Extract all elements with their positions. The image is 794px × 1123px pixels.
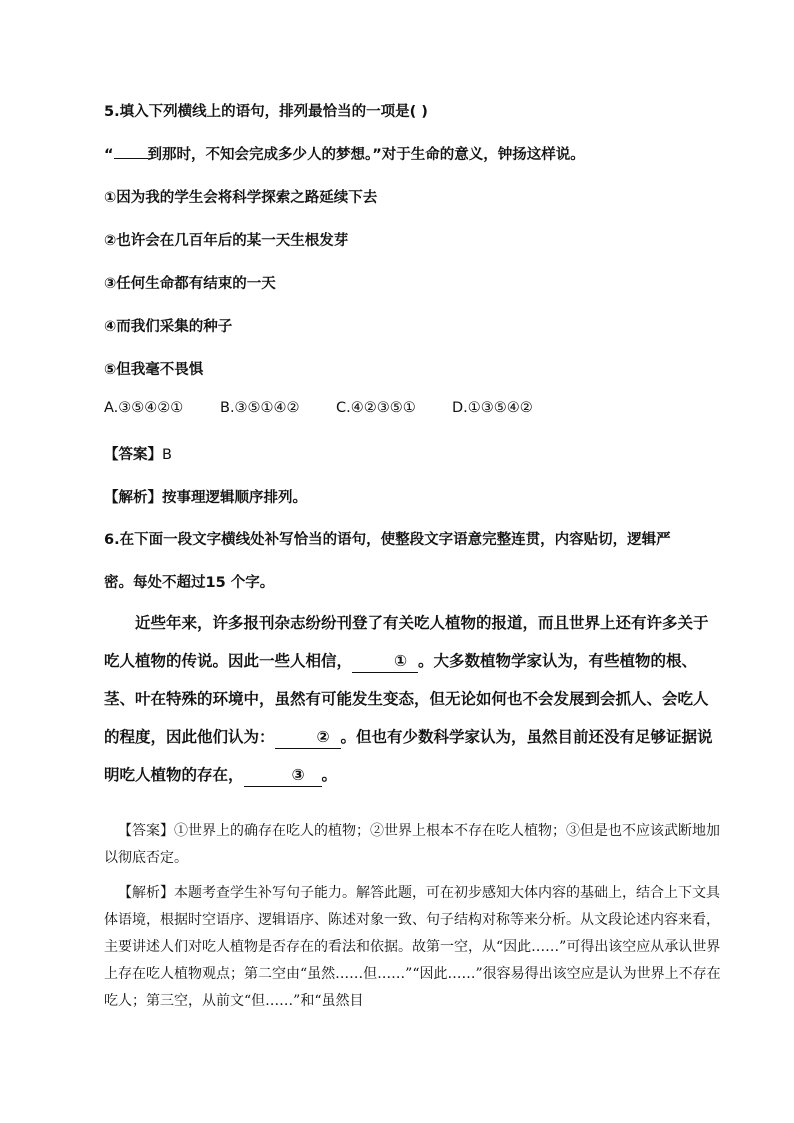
question-5-item-3: ③任何生命都有结束的一天	[104, 276, 276, 292]
question-6-answer: 【答案】①世界上的确存在吃人的植物；②世界上根本不存在吃人植物；③但是也不应该武断地加以彻底否定。	[104, 823, 720, 866]
quote-open: “	[104, 147, 114, 163]
question-5-answer	[104, 443, 172, 464]
question-6-passage	[104, 604, 722, 794]
question-5-analysis: 【解析】按事理逻辑顺序排列。	[104, 490, 307, 506]
blank-2: ②	[275, 726, 341, 749]
question-6-analysis: 【解析】本题考查学生补写句子能力。解答此题，可在初步感知大体内容的基础上，结合上下文具体语境，根据时空语序、逻辑语序、陈述对象一致、句子结构对称等来分析。从文段论述内容来看，主要讲述人们对吃人植物是否存在的看法和依据。故第一空，从“因此……”可得出该空应从承认世界上存在吃人植物观点；第二空由“虽然……但……”“因此……”很容易得出该空应是认为世界上不存在吃人；第三空，从前文“但……”和“虽然目	[104, 885, 721, 1009]
question-6-title-line-1: 6.在下面一段文字横线处补写恰当的语句，使整段文字语意完整连贯，内容贴切，逻辑严	[104, 532, 671, 548]
question-5-item-4: ④而我们采集的种子	[104, 319, 233, 335]
question-5-quote	[104, 143, 585, 164]
option-d: D.①③⑤④②	[452, 400, 533, 416]
passage-part-a: 近些年来，许多报刊杂志纷纷刊登了有关吃人植物的报道，而且世界上还有许多关于吃人植物的传说。因此一些人相信，	[104, 614, 709, 670]
question-5-item-2: ②也许会在几百年后的某一天生根发芽	[104, 233, 349, 249]
passage-part-d: 。	[321, 766, 338, 784]
question-6-title-line-2: 密。每处不超过15 个字。	[104, 575, 275, 591]
quote-blank	[114, 158, 148, 159]
answer-label: 【答案】	[104, 447, 162, 463]
question-5-item-5: ⑤但我毫不畏惧	[104, 362, 204, 378]
question-5-item-1: ①因为我的学生会将科学探索之路延续下去	[104, 190, 378, 206]
blank-1: ①	[352, 650, 418, 673]
blank-3: ③	[244, 764, 322, 787]
option-c: C.④②③⑤①	[336, 400, 416, 416]
passage-part-c: 。但也有少数科学家认为，虽然目前还没有足够证据说明吃人植物的存在，	[104, 728, 713, 784]
question-5-options	[104, 400, 533, 416]
option-b: B.③⑤①④②	[220, 400, 300, 416]
passage-part-b: 。大多数植物学家认为，有些植物的根、茎、叶在特殊的环境中，虽然有可能发生变态，但无论如何也不会发展到会抓人、会吃人的程度，因此他们认为：	[104, 652, 709, 746]
answer-value: B	[162, 447, 172, 463]
option-a: A.③⑤④②①	[104, 400, 184, 416]
question-5-title: 5.填入下列横线上的语句，排列最恰当的一项是( )	[104, 104, 428, 120]
quote-text: 到那时，不知会完成多少人的梦想。”对于生命的意义，钟扬这样说。	[147, 147, 585, 163]
